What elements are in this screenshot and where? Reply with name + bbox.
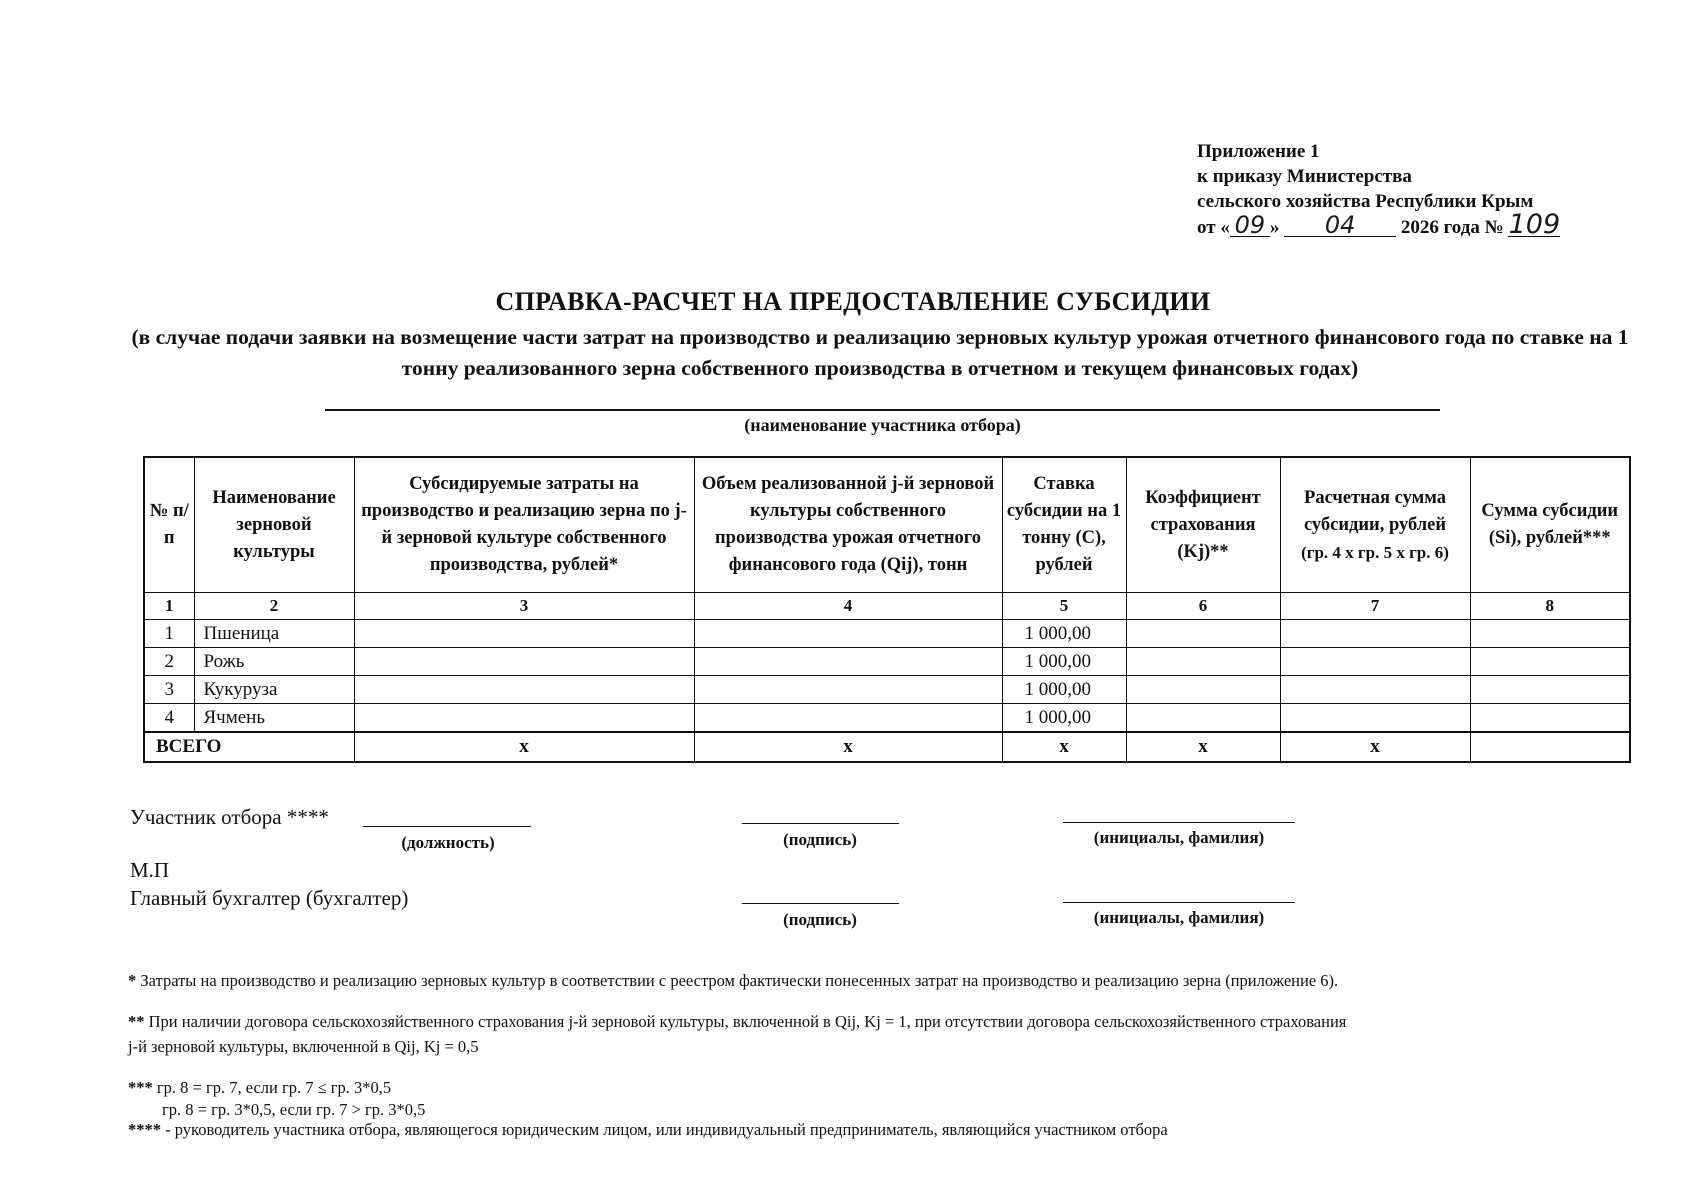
order-day: 09 [1230, 214, 1270, 237]
coefficient-cell[interactable] [1126, 620, 1280, 648]
table-row [144, 704, 1630, 733]
participant-name-line[interactable] [1063, 822, 1295, 823]
volume-cell[interactable] [694, 704, 1002, 733]
participant-signature-label: Участник отбора **** [130, 805, 329, 829]
footnote-4 [128, 1117, 1168, 1142]
position-line[interactable] [363, 826, 531, 827]
table-row [144, 676, 1630, 704]
total-subsidy-sum-cell[interactable] [1470, 732, 1630, 762]
volume-cell[interactable] [694, 620, 1002, 648]
crop-name: Ячмень [194, 704, 354, 733]
total-row [144, 732, 1630, 762]
order-number: 109 [1508, 209, 1561, 240]
subsidy-sum-cell[interactable] [1470, 676, 1630, 704]
accountant-signature-line[interactable] [742, 903, 899, 904]
document-title: СПРАВКА-РАСЧЕТ НА ПРЕДОСТАВЛЕНИЕ СУБСИДИИ [495, 287, 1211, 316]
header-number: № п/п [144, 457, 194, 593]
column-number: 2 [194, 593, 354, 620]
footnote-2-mark: ** [128, 1012, 145, 1031]
footnote-3-line-2: гр. 8 = гр. 3*0,5, если гр. 7 > гр. 3*0,5 [162, 1100, 426, 1119]
total-calculated-cell: x [1280, 732, 1470, 762]
calculated-sum-cell[interactable] [1280, 648, 1470, 676]
appendix-line-1: Приложение 1 [1197, 141, 1320, 162]
appendix-line-3: сельского хозяйства Республики Крым [1197, 191, 1534, 212]
accountant-signature-caption: (подпись) [783, 910, 857, 929]
column-number: 7 [1280, 593, 1470, 620]
row-number: 3 [144, 676, 194, 704]
header-crop-name: Наименование зерновой культуры [194, 457, 354, 593]
cost-cell[interactable] [354, 648, 694, 676]
header-calculated-sum-formula: (гр. 4 х гр. 5 х гр. 6) [1301, 542, 1449, 562]
table-header-row [144, 457, 1630, 593]
crop-name: Пшеница [194, 620, 354, 648]
row-number: 1 [144, 620, 194, 648]
footnote-2 [128, 1009, 1346, 1059]
column-number: 4 [694, 593, 1002, 620]
footnote-2-line-2: j-й зерновой культуры, включенной в Qij, Kj = 0,5 [128, 1037, 479, 1056]
header-sold-volume: Объем реализованной j-й зерновой культуры собственного производства урожая отчетного финансового года (Qij), тонн [694, 457, 1002, 593]
table-row [144, 648, 1630, 676]
header-subsidized-costs: Субсидируемые затраты на производство и реализацию зерна по j-й зерновой культуре собственного производства, рублей* [354, 457, 694, 593]
order-year-text: 2026 года № [1400, 217, 1504, 238]
footnote-4-text: - руководитель участника отбора, являющегося юридическим лицом, или индивидуальный предприниматель, являющийся участником отбора [165, 1120, 1168, 1139]
column-number: 1 [144, 593, 194, 620]
date-prefix: от « [1197, 217, 1230, 238]
calculated-sum-cell[interactable] [1280, 704, 1470, 733]
total-rate-cell: x [1002, 732, 1126, 762]
column-number: 8 [1470, 593, 1630, 620]
footnote-2-line-1: При наличии договора сельскохозяйственного страхования j-й зерновой культуры, включенной в Qij, Kj = 1, при отсутствии договора сельскохозяйственного страхования [148, 1012, 1347, 1031]
appendix-line-2: к приказу Министерства [1197, 166, 1412, 187]
participant-name-caption: (инициалы, фамилия) [1093, 828, 1265, 847]
total-cost-cell: x [354, 732, 694, 762]
total-volume-cell: x [694, 732, 1002, 762]
volume-cell[interactable] [694, 648, 1002, 676]
crop-name: Кукуруза [194, 676, 354, 704]
cost-cell[interactable] [354, 620, 694, 648]
accountant-name-caption: (инициалы, фамилия) [1093, 908, 1265, 927]
footnote-3-mark: *** [128, 1078, 153, 1097]
header-subsidy-rate: Ставка субсидии на 1 тонну (C), рублей [1002, 457, 1126, 593]
order-month: 04 [1284, 214, 1396, 237]
header-insurance-coefficient: Коэффициент страхования (Kj)** [1126, 457, 1280, 593]
subsidy-sum-cell[interactable] [1470, 648, 1630, 676]
header-subsidy-sum: Сумма субсидии (Si), рублей*** [1470, 457, 1630, 593]
date-day-close: » [1269, 217, 1280, 238]
volume-cell[interactable] [694, 676, 1002, 704]
rate-cell: 1 000,00 [1002, 704, 1126, 733]
subsidy-sum-cell[interactable] [1470, 620, 1630, 648]
total-coefficient-cell: x [1126, 732, 1280, 762]
subsidy-sum-cell[interactable] [1470, 704, 1630, 733]
rate-cell: 1 000,00 [1002, 620, 1126, 648]
participant-signature-caption: (подпись) [783, 830, 857, 849]
footnote-4-mark: **** [128, 1120, 161, 1139]
footnote-3 [128, 1077, 425, 1121]
stamp-label: М.П [130, 858, 170, 882]
subsidy-calculation-table [143, 456, 1631, 763]
appendix-block [1197, 139, 1560, 240]
calculated-sum-cell[interactable] [1280, 620, 1470, 648]
footnote-1-text: Затраты на производство и реализацию зерновых культур в соответствии с реестром фактически понесенных затрат на производство и реализацию зерна (приложение 6). [140, 971, 1339, 990]
rate-cell: 1 000,00 [1002, 648, 1126, 676]
footnote-1-mark: * [128, 971, 137, 990]
header-calculated-sum [1280, 457, 1470, 593]
column-number: 5 [1002, 593, 1126, 620]
appendix-date-line [1197, 209, 1561, 240]
cost-cell[interactable] [354, 676, 694, 704]
position-caption: (должность) [401, 833, 495, 852]
total-label: ВСЕГО [144, 732, 354, 762]
document-subtitle: (в случае подачи заявки на возмещение части затрат на производство и реализацию зерновых культур урожая отчетного финансового года по ставке на 1 тонну реализованного зерна собственного производства в отчетном и текущем финансовых годах) [131, 325, 1629, 380]
rate-cell: 1 000,00 [1002, 676, 1126, 704]
coefficient-cell[interactable] [1126, 704, 1280, 733]
column-number: 6 [1126, 593, 1280, 620]
accountant-name-line[interactable] [1063, 902, 1295, 903]
coefficient-cell[interactable] [1126, 676, 1280, 704]
participant-name-caption: (наименование участника отбора) [744, 415, 1021, 435]
crop-name: Рожь [194, 648, 354, 676]
row-number: 4 [144, 704, 194, 733]
coefficient-cell[interactable] [1126, 648, 1280, 676]
footnote-3-line-1: гр. 8 = гр. 7, если гр. 7 ≤ гр. 3*0,5 [156, 1078, 392, 1097]
column-number: 3 [354, 593, 694, 620]
table-row [144, 620, 1630, 648]
cost-cell[interactable] [354, 704, 694, 733]
column-number-row [144, 593, 1630, 620]
footnote-1 [128, 968, 1338, 993]
calculated-sum-cell[interactable] [1280, 676, 1470, 704]
participant-signature-line[interactable] [742, 823, 899, 824]
participant-name-line [325, 409, 1440, 411]
row-number: 2 [144, 648, 194, 676]
header-calculated-sum-label: Расчетная сумма субсидии, рублей [1303, 487, 1447, 535]
accountant-label: Главный бухгалтер (бухгалтер) [130, 886, 409, 910]
